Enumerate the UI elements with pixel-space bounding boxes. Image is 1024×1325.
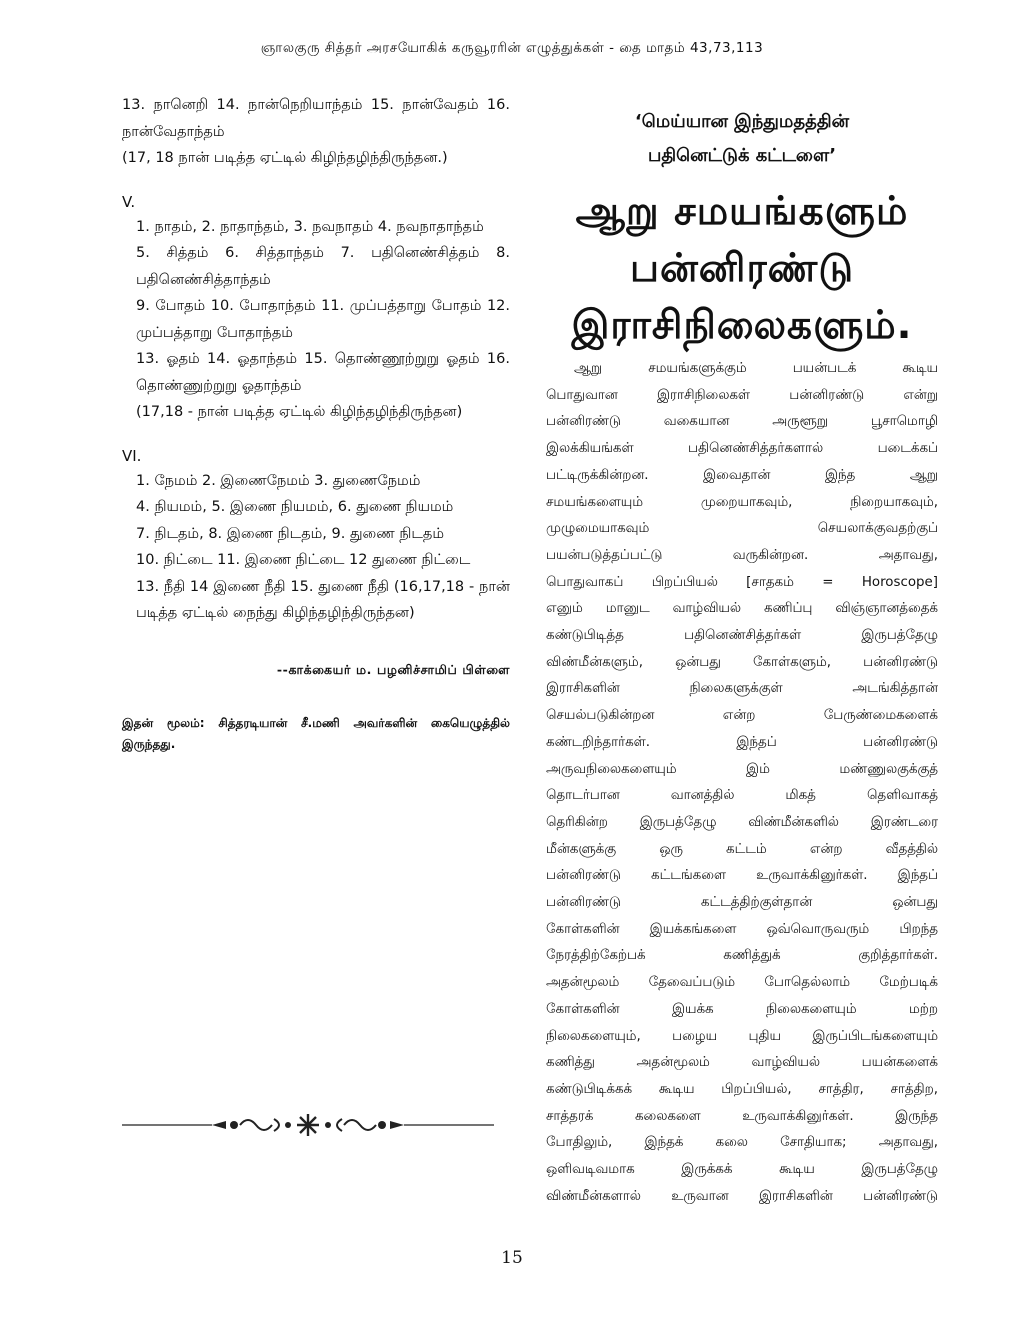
body-line: இராசிகளின் நிலைகளுக்குள் அடங்கித்தான்	[546, 681, 938, 697]
body-line: கணித்து அதன்மூலம் வாழ்வியல் பயன்களைக்	[546, 1055, 938, 1071]
body-line: பயன்படுத்தப்பட்டு வருகின்றன. அதாவது,	[546, 547, 938, 563]
body-line: விண்மீன்களால் உருவான இராசிகளின் பன்னிரண்டு	[546, 1188, 938, 1204]
body-line: போதிலும், இந்தக் கலை சோதியாக; அதாவது,	[546, 1135, 938, 1151]
list-item: 1. நாதம், 2. நாதாந்தம், 3. நவநாதம் 4. நவநாதாந்தம்	[136, 218, 484, 235]
body-line: கோள்களின் இயக்க நிலைகளையும் மற்ற	[546, 1001, 938, 1017]
list-item: 9. போதம் 10. போதாந்தம் 11. முப்பத்தாறு போதம் 12. முப்பத்தாறு போதாந்தம்	[136, 298, 510, 341]
list-item: 5. சித்தம் 6. சித்தாந்தம் 7. பதினெண்சித்தம் 8. பதினெண்சித்தாந்தம்	[136, 245, 510, 288]
body-line: பன்னிரண்டு வகையான அருளூறு பூசாமொழி	[546, 414, 938, 430]
section-heading-v: V.	[122, 192, 136, 211]
body-line: பொதுவான இராசிநிலைகள் பன்னிரண்டு என்று	[546, 387, 938, 403]
body-line: நேரத்திற்கேற்பக் கணித்துக் குறித்தார்கள்.	[546, 948, 938, 964]
body-line: ஒளிவடிவமாக இருக்கக் கூடிய இருபத்தேழு	[546, 1162, 938, 1178]
section-heading-vi: VI.	[122, 446, 142, 465]
title-line: பன்னிரண்டு	[629, 246, 855, 291]
body-line: பன்னிரண்டு கட்டத்திற்குள்தான் ஒன்பது	[546, 895, 938, 911]
body-line: அருவநிலைகளையும் இம் மண்ணுலகுக்குத்	[546, 761, 938, 777]
list-item: 7. நிடதம், 8. இணை நிடதம், 9. துணை நிடதம்	[136, 525, 444, 542]
page-number: 15	[501, 1248, 523, 1268]
list-item: 4. நியமம், 5. இணை நியமம், 6. துணை நியமம்	[136, 499, 454, 515]
body-line: கண்டுபிடிக்கக் கூடிய பிறப்பியல், சாத்திர, சாத்திற,	[546, 1081, 938, 1097]
body-line: நிலைகளையும், பழைய புதிய இருப்பிடங்களையும்	[546, 1028, 938, 1044]
author-signature: --காக்கையர் ம. பழனிச்சாமிப் பிள்ளை	[276, 661, 510, 677]
list-block-iv: 13. நானெறி 14. நான்நெறியாந்தம் 15. நான்வேதம் 16. நான்வேதாந்தம்	[122, 97, 510, 140]
list-note: (17,18 - நான் படித்த ஏட்டில் கிழிந்தழிந்திருந்தன)	[136, 404, 463, 420]
body-line: இலக்கியங்கள் பதினெண்சித்தர்களால் படைக்கப்	[546, 441, 938, 457]
subtitle-line: பதினெட்டுக் கட்டளை’	[647, 145, 837, 166]
body-line: கோள்களின் இயக்கங்களை ஒவ்வொருவரும் பிறந்த	[546, 921, 938, 937]
body-line: விண்மீன்களும், ஒன்பது கோள்களும், பன்னிரண்டு	[546, 654, 938, 670]
body-line: பட்டிருக்கின்றன. இவைதான் இந்த ஆறு	[546, 467, 938, 483]
list-item: 10. நிட்டை 11. இணை நிட்டை 12 துணை நிட்டை	[136, 552, 471, 568]
body-line: மீன்களுக்கு ஒரு கட்டம் என்ற வீதத்தில்	[546, 841, 938, 857]
left-column	[122, 92, 510, 755]
body-line: கண்டுபிடித்த பதினெண்சித்தர்கள் இருபத்தேழு	[546, 628, 938, 644]
title-line: ஆறு சமயங்களும்	[575, 189, 909, 234]
subtitle-line: ‘மெய்யான இந்துமதத்தின்	[634, 111, 850, 132]
article-body	[546, 356, 938, 1211]
article-title	[546, 183, 938, 354]
body-line: முழுமையாகவும் செயலாக்குவதற்குப்	[546, 521, 938, 537]
list-item: 1. நேமம் 2. இணைநேமம் 3. துணைநேமம்	[136, 472, 421, 489]
body-line: சமயங்களையும் முறையாகவும், நிறையாகவும்,	[546, 494, 938, 510]
body-line: பன்னிரண்டு கட்டங்களை உருவாக்கினுர்கள். இந்தப்	[546, 868, 938, 884]
title-line: இராசிநிலைகளும்.	[571, 303, 913, 348]
list-item: 13. நீதி 14 இணை நீதி 15. துணை நீதி (16,17,18 - நான் படித்த ஏட்டில் நைந்து கிழிந்தழிந்திருந்தன)	[136, 578, 510, 621]
source-note: இதன் மூலம்: சித்தரடியான் சீ.மணி அவர்களின் கையெழுத்தில் இருந்தது.	[122, 716, 510, 751]
running-header: ஞாலகுரு சித்தர் அரசயோகிக் கருவூரரின் எழுத்துக்கள் - தை மாதம் 43,73,113	[260, 40, 764, 56]
article-subtitle	[546, 105, 938, 173]
body-line: தொடர்பான வானத்தில் மிகத் தெளிவாகத்	[546, 788, 938, 804]
body-line: தெரிகின்ற இருபத்தேழு விண்மீன்களில் இரண்டரை	[546, 814, 938, 830]
right-column	[546, 105, 938, 1211]
body-line: சாத்தரக் கலைகளை உருவாக்கினுர்கள். இருந்த	[546, 1108, 938, 1124]
body-line: கண்டறிந்தார்கள். இந்தப் பன்னிரண்டு	[546, 734, 938, 750]
body-line: எனும் மானுட வாழ்வியல் கணிப்பு விஞ்ஞானத்தைக்	[546, 601, 938, 617]
body-line: அதன்மூலம் தேவைப்படும் போதெல்லாம் மேற்படிக்	[546, 975, 938, 991]
list-note: (17, 18 நான் படித்த ஏட்டில் கிழிந்தழிந்திருந்தன.)	[122, 150, 448, 166]
list-item: 13. ஓதம் 14. ஓதாந்தம் 15. தொண்ணூற்றுறு ஓதம் 16. தொண்ணுற்றுறு ஓதாந்தம்	[136, 351, 510, 394]
body-line: பொதுவாகப் பிறப்பியல் [சாதகம் = Horoscope]	[546, 574, 938, 590]
body-line: செயல்படுகின்றன என்ற பேருண்மைகளைக்	[546, 708, 938, 724]
body-line: ஆறு சமயங்களுக்கும் பயன்படக் கூடிய	[574, 361, 938, 376]
ornament-divider-icon	[122, 1110, 494, 1140]
